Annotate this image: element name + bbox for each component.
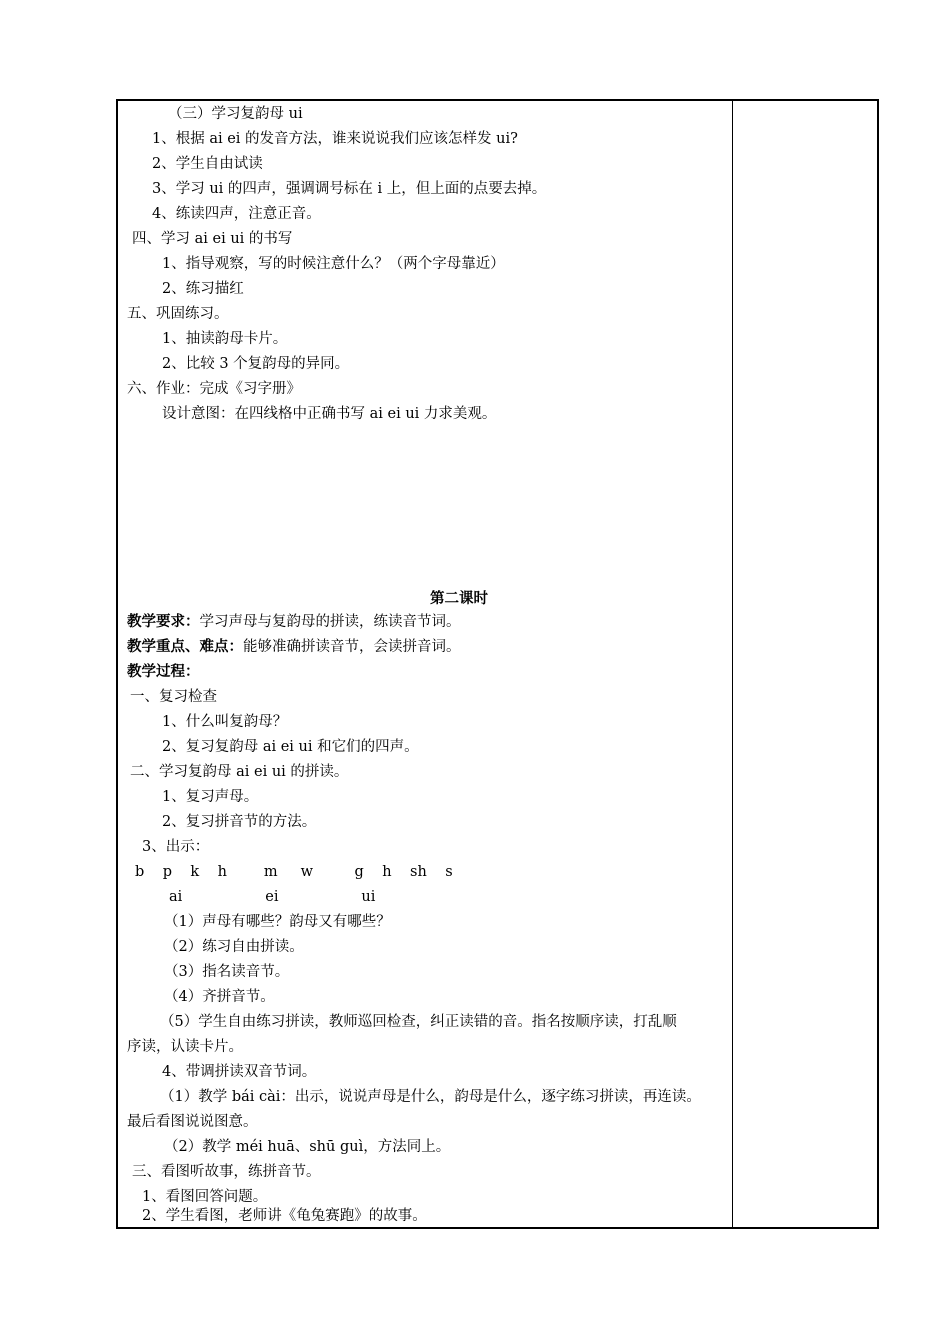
text-line: （5）学生自由练习拼读，教师巡回检查，纠正读错的音。指名按顺序读，打乱顺 [160,1014,677,1030]
section-3-heading: （三）学习复韵母 ui [168,106,303,122]
text-line: 1、看图回答问题。 [142,1189,268,1205]
key-points [127,637,461,659]
lesson-plan-table [116,99,879,1229]
section-heading: 一、复习检查 [130,689,217,705]
text-line: 1、什么叫复韵母？ [162,714,288,730]
text-line: 3、学习 ui 的四声，强调调号标在 i 上，但上面的点要去掉。 [152,181,547,197]
text-line: （4）齐拼音节。 [164,989,275,1005]
text-line: （2）练习自由拼读。 [164,939,304,955]
text-line: 序读，认读卡片。 [127,1039,243,1055]
text-line: 3、出示： [142,839,210,855]
key-points-label: 教学重点、难点： [127,638,243,655]
text-line: 2、学生看图，老师讲《龟兔赛跑》的故事。 [142,1208,427,1224]
text-line: 2、比较 3 个复韵母的异同。 [162,356,350,372]
design-intent: 设计意图：在四线格中正确书写 ai ei ui 力求美观。 [162,406,497,422]
finals-row: ai ei ui [169,889,376,905]
lesson-2-title: 第二课时 [430,590,488,607]
notes-column-cell [733,101,877,1227]
section-heading: 三、看图听故事，练拼音节。 [132,1164,321,1180]
initials-row: b p k h m w g h sh s [135,864,453,880]
text-line: 2、复习拼音节的方法。 [162,814,317,830]
text-line: 最后看图说说图意。 [127,1114,258,1130]
text-line: 1、指导观察，写的时候注意什么？（两个字母靠近） [162,256,505,272]
text-line: 4、带调拼读双音节词。 [162,1064,317,1080]
section-heading: 五、巩固练习。 [127,306,229,322]
section-heading: 六、作业：完成《习字册》 [127,381,301,397]
text-line: （1）教学 bái cài：出示，说说声母是什么，韵母是什么，逐字练习拼读，再连读。 [160,1089,701,1105]
requirement-text: 学习声母与复韵母的拼读，练读音节词。 [199,614,461,630]
text-line: 2、学生自由试读 [152,156,263,172]
text-line: 4、练读四声，注意正音。 [152,206,321,222]
lesson-content-cell [118,101,732,1227]
key-points-text: 能够准确拼读音节，会读拼音词。 [243,639,461,655]
process-label: 教学过程： [127,663,200,680]
text-line: 2、复习复韵母 ai ei ui 和它们的四声。 [162,739,419,755]
teaching-requirement [127,612,461,634]
requirement-label: 教学要求： [127,613,200,630]
text-line: （3）指名读音节。 [164,964,290,980]
text-line: （1）声母有哪些？韵母又有哪些？ [164,914,391,930]
section-heading: 二、学习复韵母 ai ei ui 的拼读。 [130,764,349,780]
section-heading: 四、学习 ai ei ui 的书写 [132,231,293,247]
text-line: 1、根据 ai ei 的发音方法，谁来说说我们应该怎样发 ui? [152,131,518,147]
text-line: 2、练习描红 [162,281,244,297]
text-line: 1、抽读韵母卡片。 [162,331,288,347]
text-line: 1、复习声母。 [162,789,259,805]
text-line: （2）教学 méi huā、shū guì，方法同上。 [164,1139,451,1155]
